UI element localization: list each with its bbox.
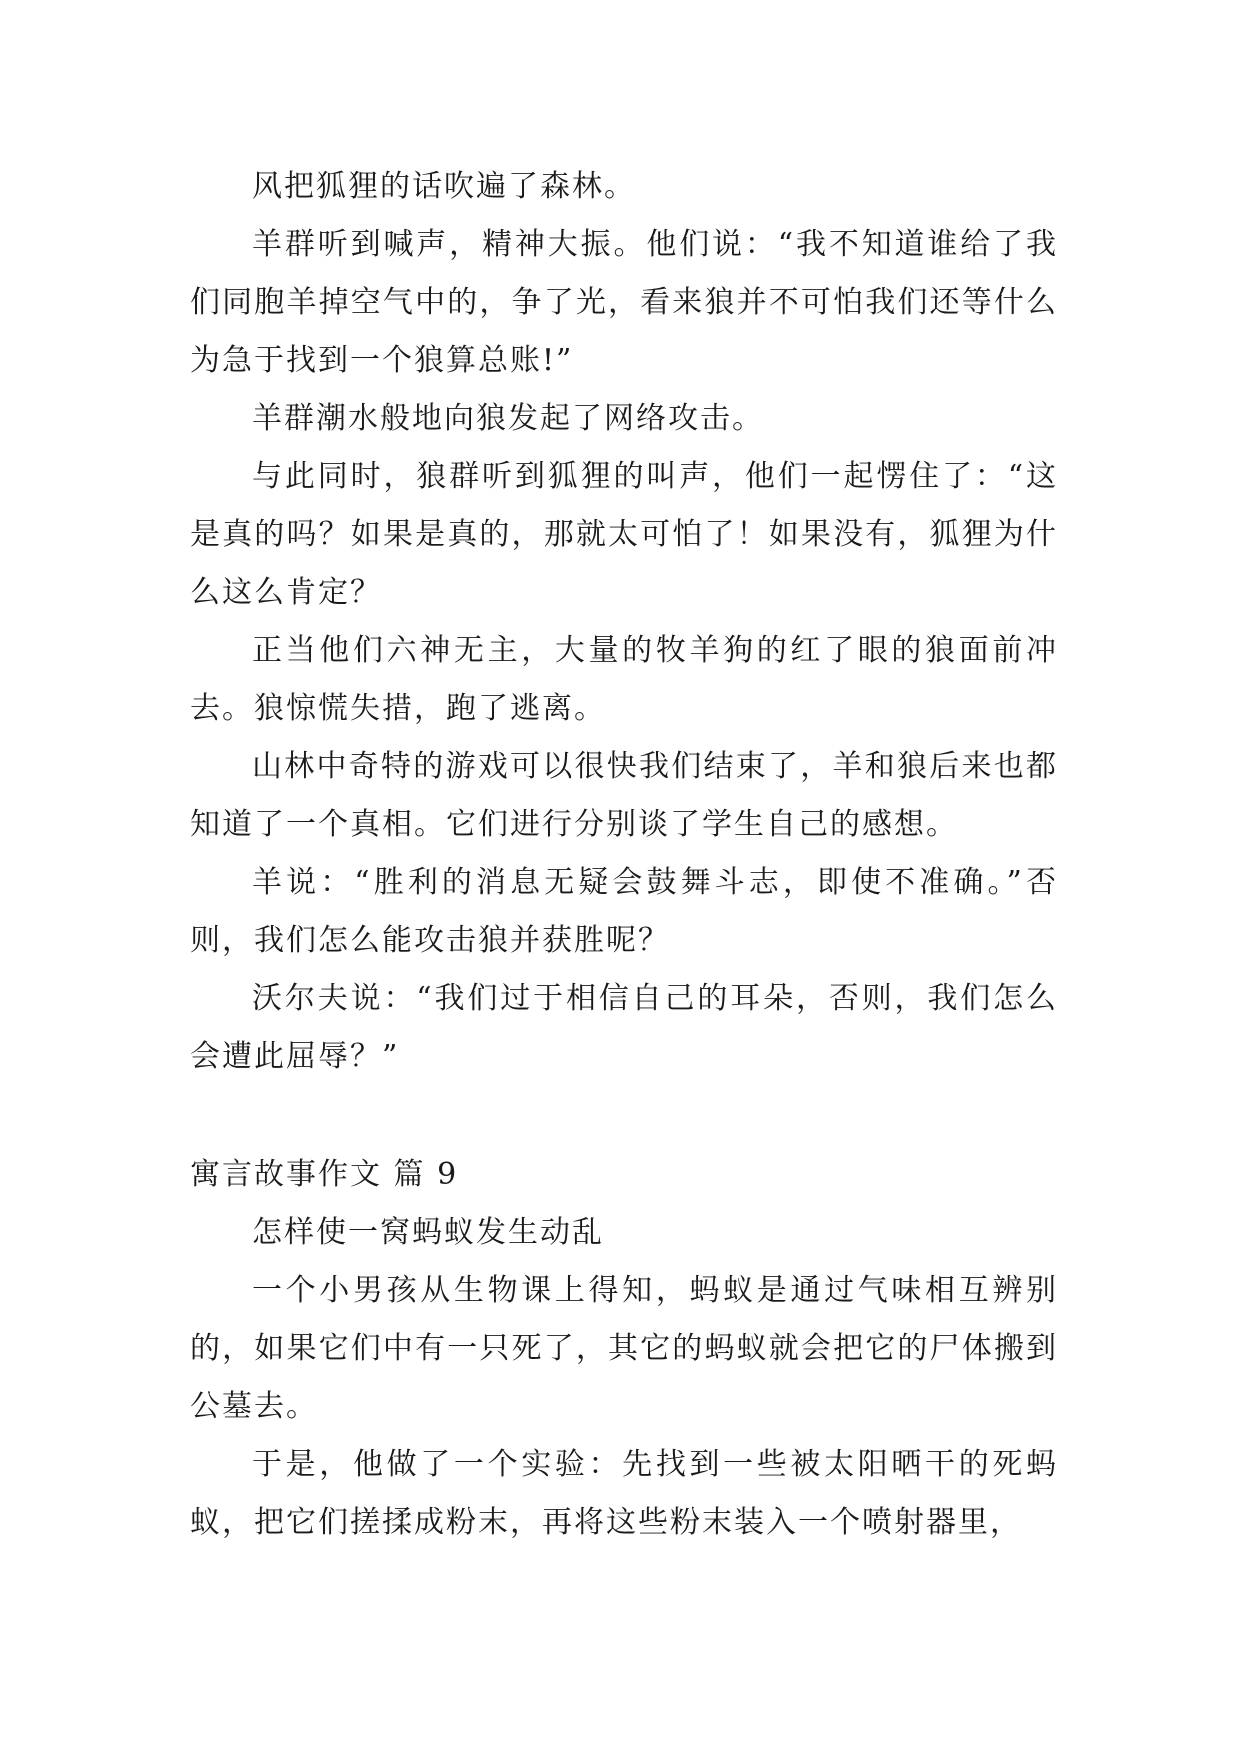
- paragraph: 羊群听到喊声，精神大振。他们说：“我不知道谁给了我们同胞羊掉空气中的，争了光，看来狼并不可怕我们还等什么为急于找到一个狼算总账!”: [190, 227, 1058, 378]
- paragraph: 风把狐狸的话吹遍了森林。: [252, 169, 636, 204]
- paragraph: 羊说：“胜利的消息无疑会鼓舞斗志，即使不准确。”否则，我们怎么能攻击狼并获胜呢？: [190, 865, 1058, 958]
- paragraph: 于是，他做了一个实验：先找到一些被太阳晒干的死蚂蚁，把它们搓揉成粉末，再将这些粉末装入一个喷射器里，: [190, 1447, 1058, 1540]
- paragraph: 山林中奇特的游戏可以很快我们结束了，羊和狼后来也都知道了一个真相。它们进行分别谈了学生自己的感想。: [190, 749, 1058, 842]
- paragraph: 沃尔夫说：“我们过于相信自己的耳朵，否则，我们怎么会遭此屈辱？”: [190, 981, 1058, 1074]
- section-heading: 寓言故事作文 篇 9: [190, 1157, 459, 1192]
- paragraph: 正当他们六神无主，大量的牧羊狗的红了眼的狼面前冲去。狼惊慌失措，跑了逃离。: [190, 633, 1058, 726]
- paragraph: 羊群潮水般地向狼发起了网络攻击。: [252, 401, 764, 436]
- story-title: 怎样使一窝蚂蚁发生动乱: [252, 1215, 604, 1250]
- paragraph: 与此同时，狼群听到狐狸的叫声，他们一起愣住了：“这是真的吗？如果是真的，那就太可怕了！如果没有，狐狸为什么这么肯定？: [190, 459, 1058, 610]
- document-body: [190, 158, 1058, 1552]
- paragraph: 一个小男孩从生物课上得知，蚂蚁是通过气味相互辨别的，如果它们中有一只死了，其它的蚂蚁就会把它的尸体搬到公墓去。: [190, 1273, 1058, 1424]
